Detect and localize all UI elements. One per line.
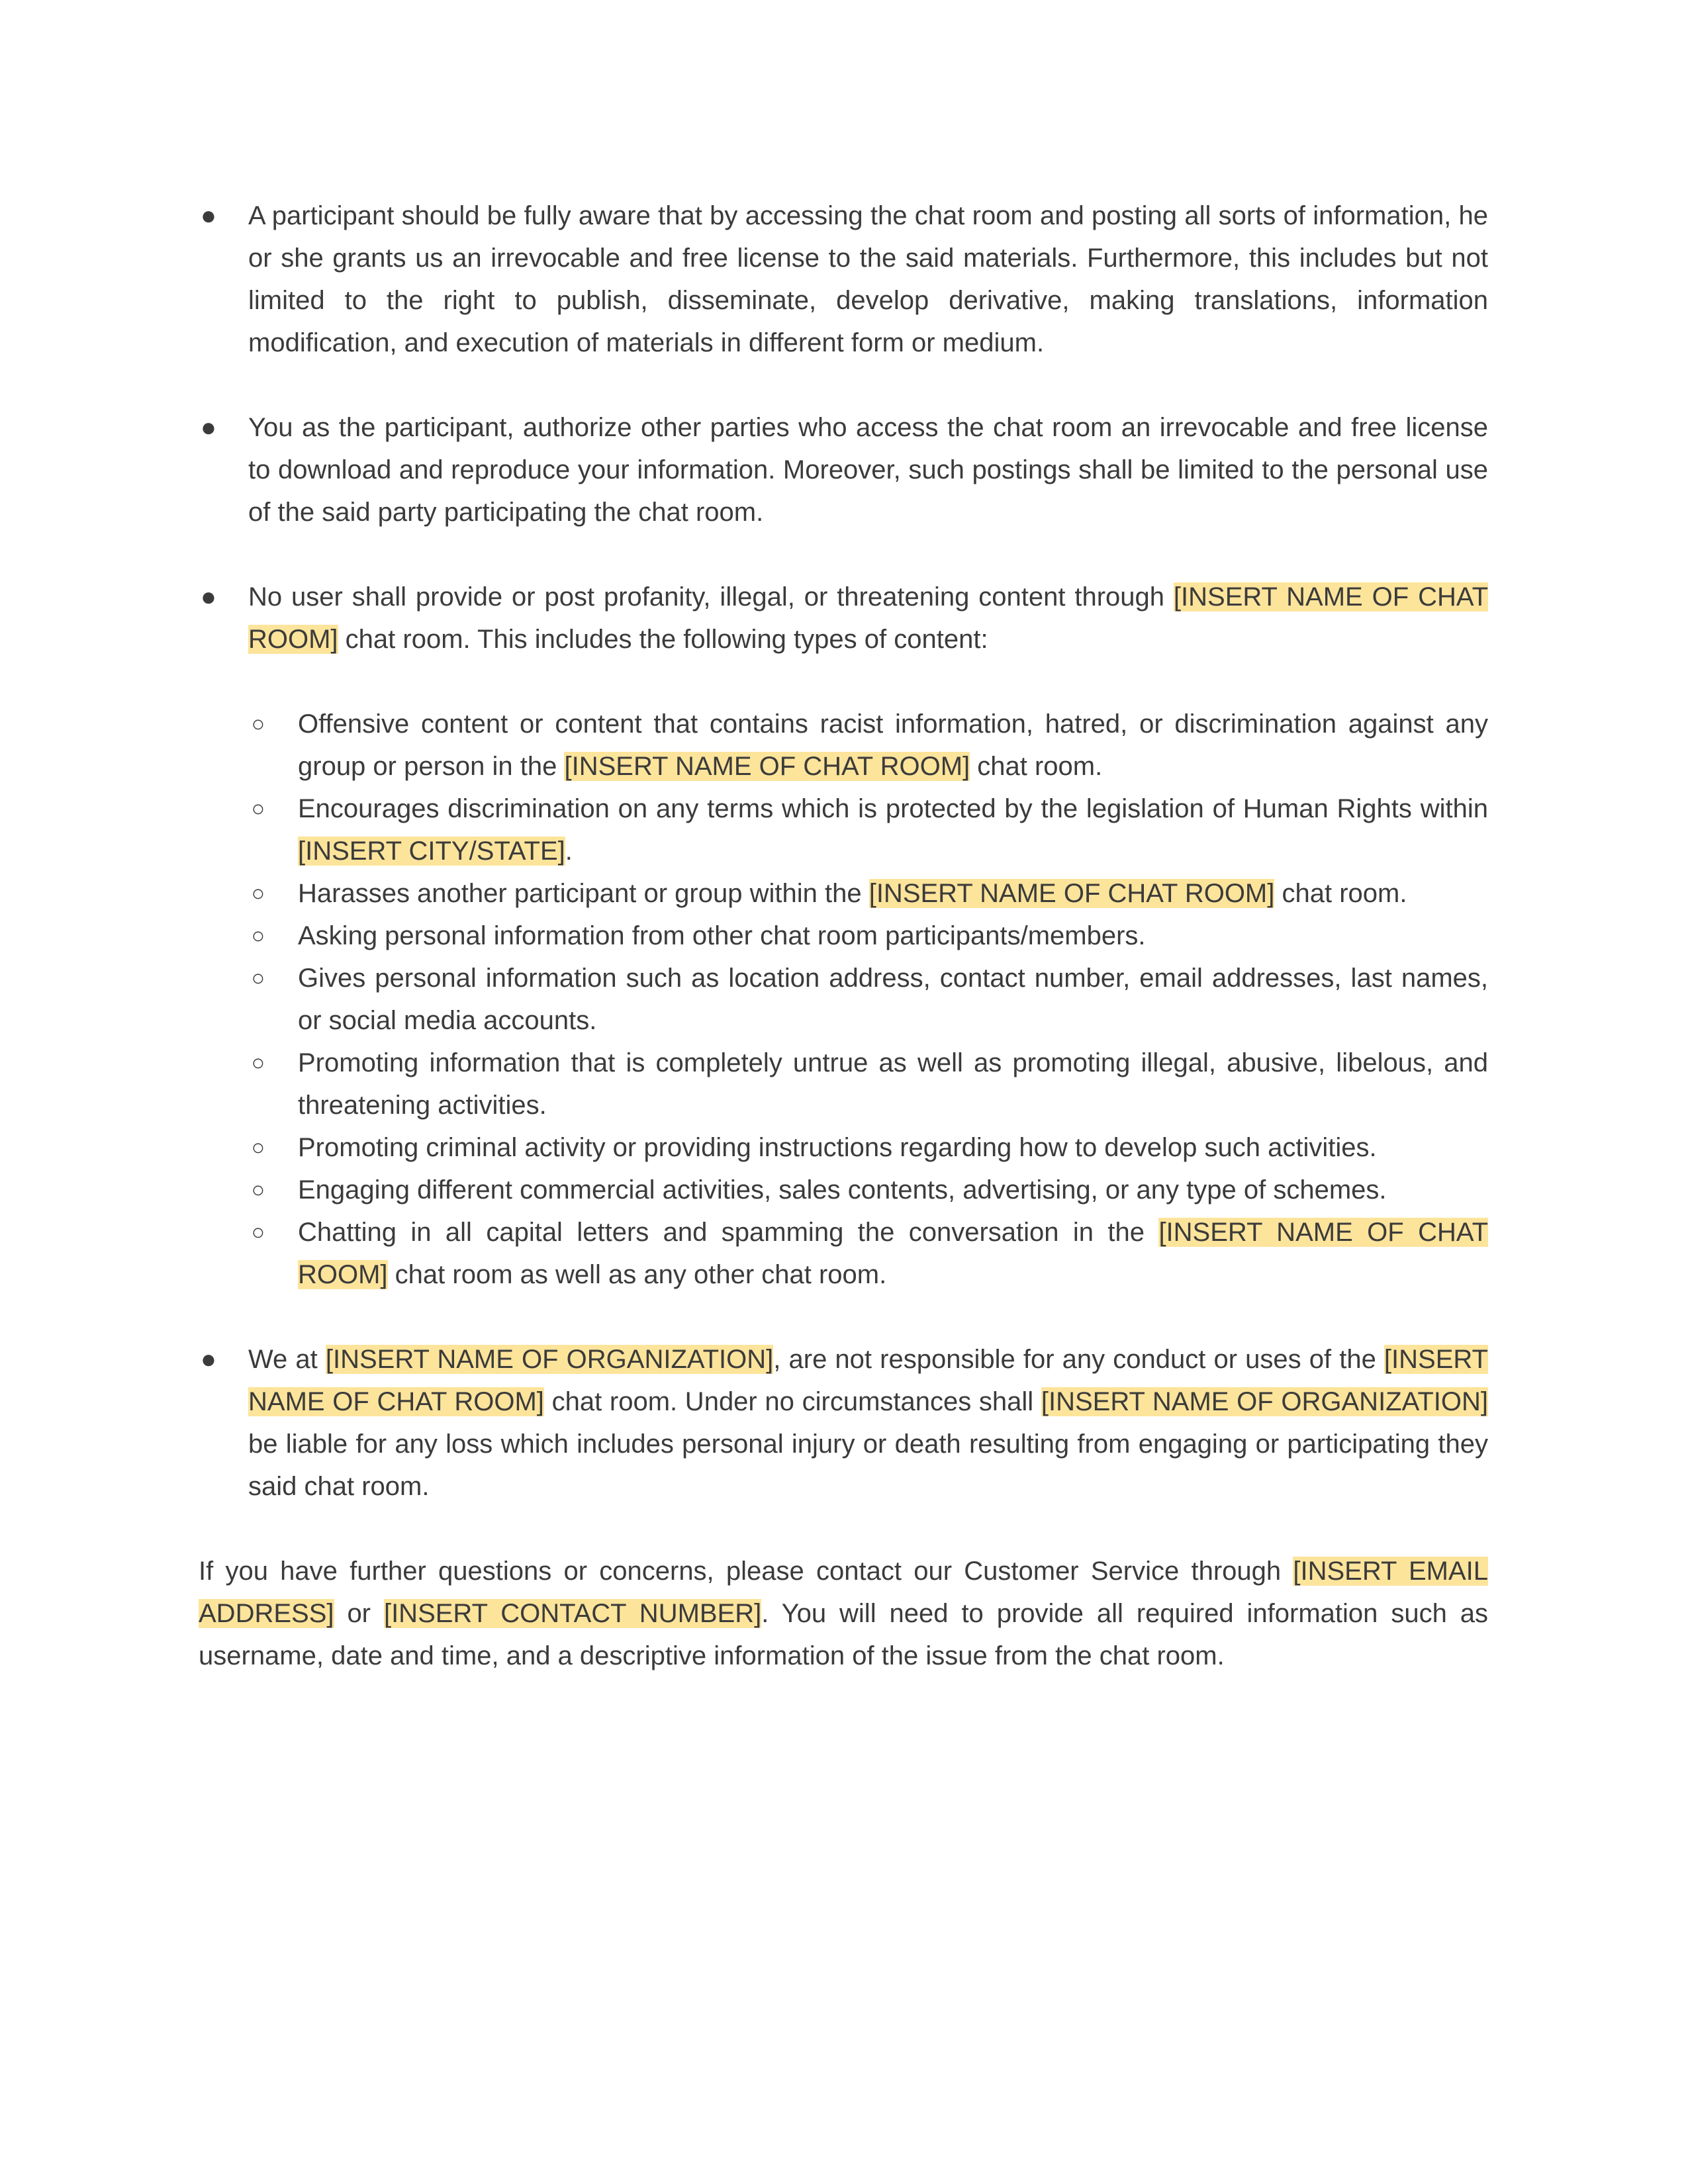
sub-item-criminal-activity [199,1126,1488,1169]
bullet-dot-icon: ● [200,201,217,230]
hollow-bullet-icon: ○ [251,1135,265,1160]
sub-item-text [298,879,1407,908]
text-segment: chat room. This includes the following types of content: [338,625,988,654]
sub-item-capital-letters-spam [199,1211,1488,1296]
sub-item-discrimination [199,788,1488,872]
bullet-item-prohibited-content [199,576,1488,660]
text-segment: be liable for any loss which includes personal injury or death resulting from engaging or participating they said chat room. [248,1430,1488,1501]
placeholder-city-state: [INSERT CITY/STATE] [298,837,565,866]
text-segment: chat room. [970,752,1103,781]
bullet-text [248,1345,1488,1501]
text-segment: or [334,1599,384,1628]
text-segment: chat room as well as any other chat room. [387,1260,887,1289]
bullet-text: A participant should be fully aware that by accessing the chat room and posting all sorts of information, he or she grants us an irrevocable and free license to the said materials. Furthermore, this includes but not limited to the right to publish, disseminate, develop derivative, making translations, information modification, and execution of materials in different form or medium. [248,201,1488,357]
spacer [199,660,1488,703]
hollow-bullet-icon: ○ [251,923,265,948]
bullet-text: You as the participant, authorize other parties who access the chat room an irrevocable and free license to download and reproduce your information. Moreover, such postings shall be limited to the personal use of the said party participating the chat room. [248,413,1488,527]
sub-item-text [298,1218,1488,1289]
sub-item-text [298,709,1488,781]
hollow-bullet-icon: ○ [251,881,265,906]
placeholder-chat-room-name: [INSERT NAME OF CHAT ROOM] [298,1218,1489,1289]
text-segment: If you have further questions or concerns, please contact our Customer Service through [199,1557,1293,1586]
spacer [199,364,1488,406]
spacer [199,1296,1488,1338]
bullet-dot-icon: ● [200,1345,217,1374]
text-segment: No user shall provide or post profanity, illegal, or threatening content through [248,582,1174,612]
hollow-bullet-icon: ○ [251,966,265,991]
bullet-dot-icon: ● [200,413,217,442]
placeholder-chat-room-name: [INSERT NAME OF CHAT ROOM] [868,879,1275,908]
bullet-dot-icon: ● [200,582,217,612]
bullet-item-third-party-license [199,406,1488,533]
hollow-bullet-icon: ○ [251,1220,265,1245]
document-page [199,195,1488,1677]
sub-item-text: Promoting criminal activity or providing instructions regarding how to develop such activities. [298,1133,1377,1162]
text-segment: chat room. Under no circumstances shall [543,1387,1041,1416]
spacer [199,1508,1488,1550]
sub-item-harassment [199,872,1488,915]
bullet-item-liability-disclaimer [199,1338,1488,1508]
text-segment: , are not responsible for any conduct or uses of the [773,1345,1384,1374]
sub-item-untrue-information [199,1042,1488,1126]
text-segment: . [565,837,573,866]
text-segment: Harasses another participant or group within the [298,879,869,908]
text-segment: chat room. [1274,879,1407,908]
bullet-item-license-grant [199,195,1488,364]
hollow-bullet-icon: ○ [251,796,265,821]
sub-item-text: Engaging different commercial activities, sales contents, advertising, or any type of schemes. [298,1175,1387,1205]
sub-item-giving-personal-info [199,957,1488,1042]
placeholder-email-address: [INSERT EMAIL ADDRESS] [199,1557,1488,1628]
sub-item-commercial-activities [199,1169,1488,1211]
text-segment: Chatting in all capital letters and spamming the conversation in the [298,1218,1159,1247]
spacer [199,533,1488,576]
sub-item-text: Promoting information that is completely untrue as well as promoting illegal, abusive, libelous, and threatening activities. [298,1048,1488,1120]
sub-item-offensive-content [199,703,1488,788]
text-segment: We at [248,1345,326,1374]
sub-item-text [298,794,1488,866]
closing-paragraph [199,1550,1488,1677]
placeholder-organization-name: [INSERT NAME OF ORGANIZATION] [1041,1387,1488,1416]
sub-item-asking-personal-info [199,915,1488,957]
bullet-text [248,582,1488,654]
hollow-bullet-icon: ○ [251,711,265,737]
hollow-bullet-icon: ○ [251,1050,265,1075]
placeholder-chat-room-name: [INSERT NAME OF CHAT ROOM] [248,582,1488,654]
placeholder-chat-room-name: [INSERT NAME OF CHAT ROOM] [564,752,970,781]
hollow-bullet-icon: ○ [251,1177,265,1203]
text-segment: . You will need to provide all required information such as username, date and time, and a descriptive information of the issue from the chat room. [199,1599,1489,1670]
text-segment: Offensive content or content that contains racist information, hatred, or discrimination against any group or person in the [298,709,1488,781]
placeholder-chat-room-name: [INSERT NAME OF CHAT ROOM] [248,1345,1488,1416]
text-segment: Encourages discrimination on any terms which is protected by the legislation of Human Rights within [298,794,1488,823]
sub-item-text: Asking personal information from other chat room participants/members. [298,921,1146,950]
sub-item-text: Gives personal information such as location address, contact number, email addresses, last names, or social media accounts. [298,964,1488,1035]
placeholder-contact-number: [INSERT CONTACT NUMBER] [383,1599,762,1628]
placeholder-organization-name: [INSERT NAME OF ORGANIZATION] [325,1345,774,1374]
